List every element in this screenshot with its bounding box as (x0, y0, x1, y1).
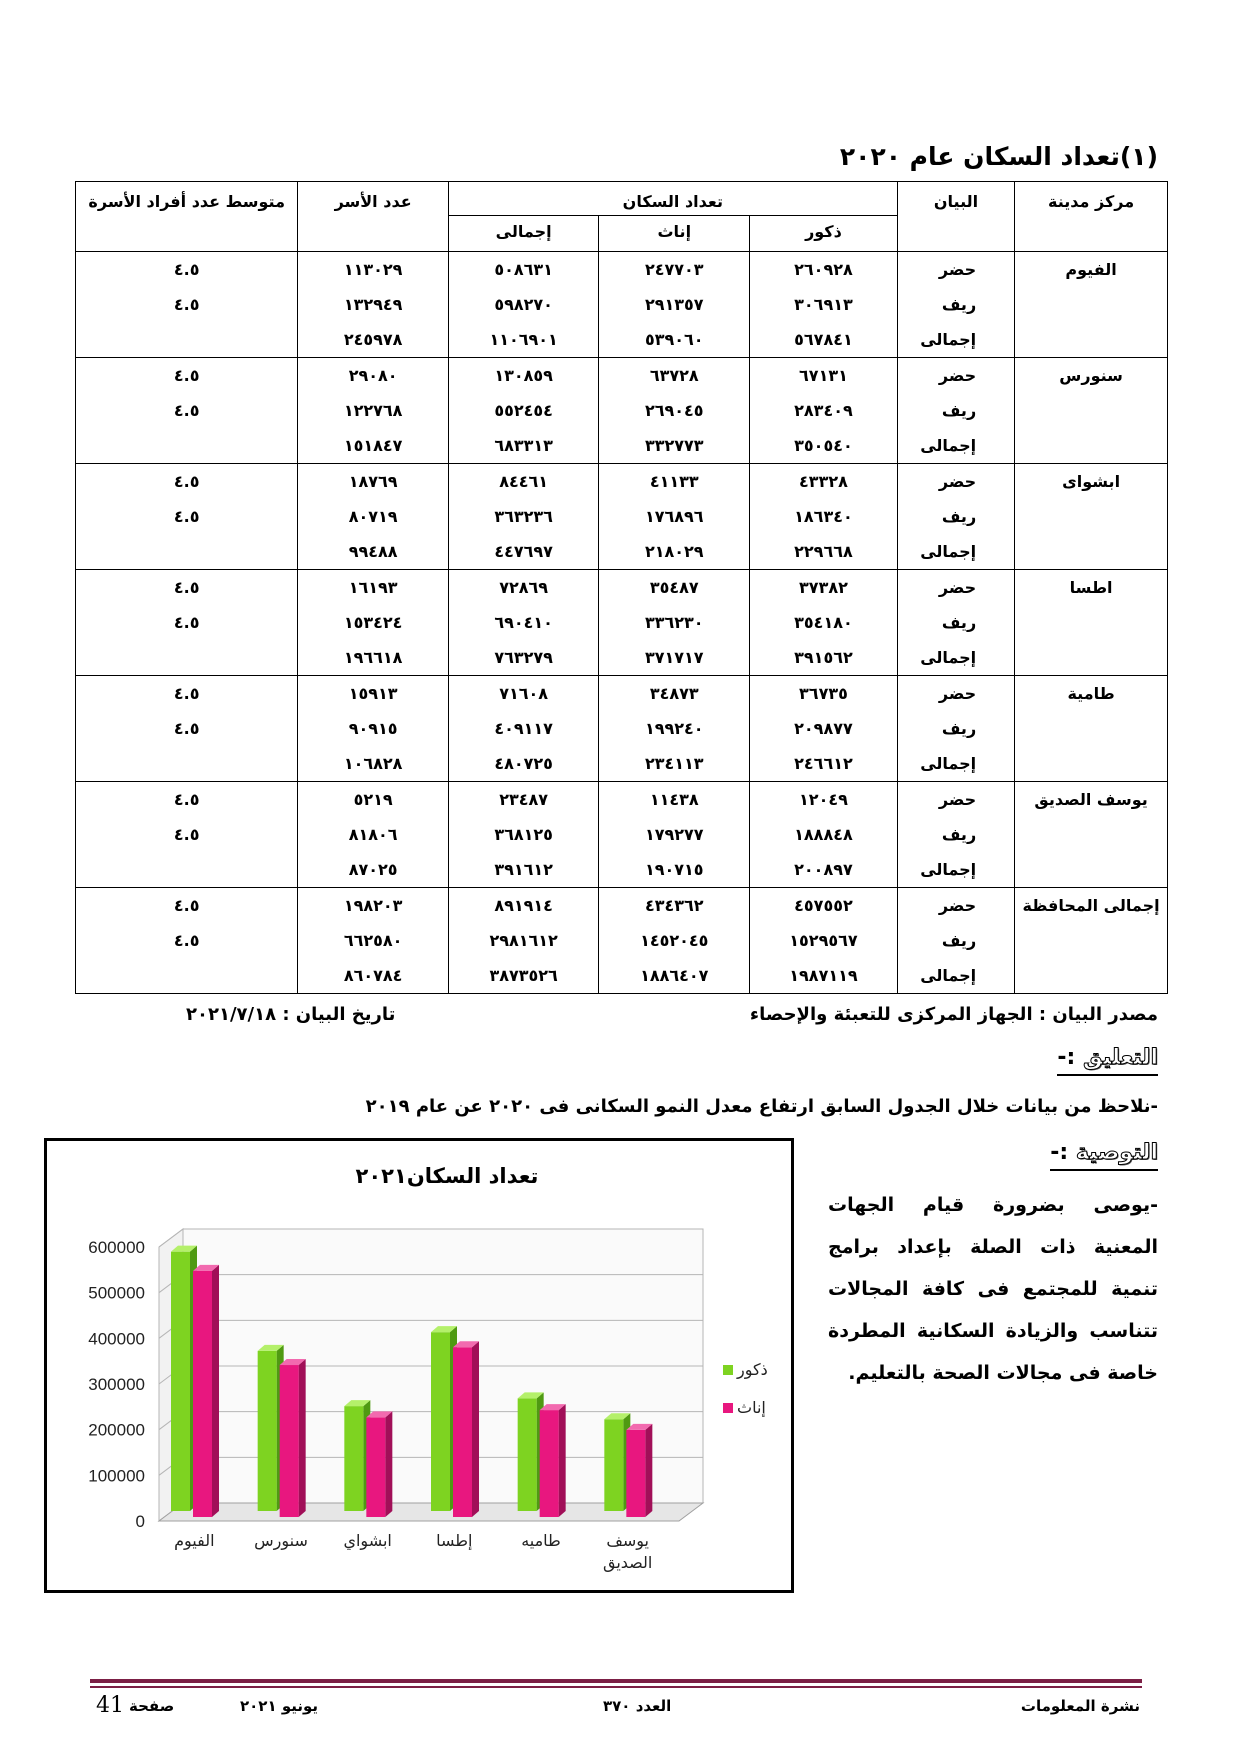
row-type: إجمالى (920, 966, 977, 985)
female-value: ٣٤٨٧٣ (649, 684, 699, 703)
female-value: ١١٤٣٨ (649, 790, 699, 809)
comment-heading (1057, 1045, 1158, 1076)
avg-value (76, 852, 297, 887)
legend-swatch (723, 1365, 733, 1375)
female-value: ١٤٥٢٠٤٥ (640, 931, 709, 950)
avg-value: ٤.٥ (173, 613, 200, 632)
row-type: ريف (941, 295, 977, 314)
female-cell (599, 358, 750, 464)
male-value: ٢٦٠٩٢٨ (794, 260, 853, 279)
avg-value (76, 534, 297, 569)
avg-value (76, 640, 297, 675)
avg-value: ٤.٥ (173, 366, 200, 385)
row-type: إجمالى (920, 860, 977, 879)
families-value: ٨٧٠٢٥ (348, 860, 398, 879)
families-value: ٢٤٥٩٧٨ (343, 330, 403, 349)
row-type: ريف (941, 401, 977, 420)
male-value: ٥٦٧٨٤١ (794, 330, 853, 349)
y-tick-label: 600000 (88, 1238, 145, 1257)
chart-svg (47, 1141, 791, 1590)
avg-cell (76, 782, 298, 888)
female-value: ٥٣٩٠٦٠ (644, 330, 704, 349)
male-value: ٣٩١٥٦٢ (794, 648, 853, 667)
row-type-cell (897, 464, 1014, 570)
families-cell (298, 358, 448, 464)
total-cell (448, 358, 599, 464)
avg-value: ٤.٥ (173, 684, 200, 703)
female-value: ١٩٠٧١٥ (644, 860, 704, 879)
city-name: ابشواى (1015, 464, 1168, 570)
male-value: ١٩٨٧١١٩ (789, 966, 858, 985)
total-value: ٧٢٨٦٩ (499, 578, 549, 597)
row-type: ريف (941, 931, 977, 950)
data-date: تاريخ البيان : ٢٠٢١/٧/١٨ (186, 1004, 396, 1025)
female-cell (599, 464, 750, 570)
city-name: اطسا (1015, 570, 1168, 676)
header-bayan: البيان (897, 182, 1014, 252)
female-value: ٣٣٦٢٣٠ (644, 613, 704, 632)
y-tick-label: 0 (135, 1512, 145, 1531)
page-title: (١)تعداد السكان عام ٢٠٢٠ (839, 142, 1158, 171)
male-cell (750, 464, 898, 570)
city-name: إجمالى المحافظة (1015, 888, 1168, 994)
bar (518, 1398, 537, 1511)
table-row (76, 464, 1168, 570)
chart-title: تعداد السكان٢٠٢١ (355, 1164, 539, 1188)
footer-publication: نشرة المعلومات (1020, 1697, 1140, 1715)
x-tick-label: يوسف الصديق (602, 1531, 653, 1572)
bar (453, 1347, 472, 1517)
female-cell (599, 782, 750, 888)
bar (193, 1271, 212, 1517)
avg-value: ٤.٥ (173, 507, 200, 526)
total-cell (448, 676, 599, 782)
footer-page-label: صفحة (129, 1697, 175, 1715)
bar (171, 1252, 190, 1511)
total-value: ٤٨٠٧٢٥ (494, 754, 553, 773)
female-value: ٢٣٤١١٣ (644, 754, 704, 773)
total-value: ٣٦٨١٢٥ (494, 825, 553, 844)
male-value: ٣٥٤١٨٠ (794, 613, 853, 632)
male-value: ٣٥٠٥٤٠ (794, 436, 853, 455)
female-cell (599, 676, 750, 782)
table-row (76, 252, 1168, 358)
avg-value: ٤.٥ (173, 472, 200, 491)
families-cell (298, 252, 448, 358)
male-value: ١٥٢٩٥٦٧ (789, 931, 858, 950)
female-value: ٢٦٩٠٤٥ (644, 401, 704, 420)
row-type: ريف (941, 613, 977, 632)
families-cell (298, 888, 448, 994)
city-name: يوسف الصديق (1015, 782, 1168, 888)
female-value: ١٧٩٢٧٧ (644, 825, 704, 844)
total-value: ٨٤٤٦١ (499, 472, 549, 491)
bar (344, 1406, 363, 1511)
row-type: إجمالى (920, 648, 977, 667)
total-value: ٥٠٨٦٣١ (494, 260, 553, 279)
x-tick-label: طاميه (521, 1531, 561, 1550)
total-value: ٤٠٩١١٧ (494, 719, 553, 738)
header-total: إجمالى (448, 216, 599, 252)
row-type: إجمالى (920, 436, 977, 455)
total-cell (448, 570, 599, 676)
families-value: ٥٢١٩ (353, 790, 393, 809)
recommendation-heading-word: التوصية (1075, 1140, 1158, 1165)
avg-value: ٤.٥ (173, 401, 200, 420)
header-families: عدد الأسر (298, 182, 448, 252)
male-cell (750, 782, 898, 888)
avg-cell (76, 676, 298, 782)
families-value: ٨١٨٠٦ (348, 825, 398, 844)
male-value: ٤٥٧٥٥٢ (794, 896, 853, 915)
city-name: الفيوم (1015, 252, 1168, 358)
comment-heading-word: التعليق (1083, 1045, 1158, 1070)
x-tick-label: ابشواي (343, 1531, 392, 1550)
row-type-cell (897, 782, 1014, 888)
avg-value (76, 746, 297, 781)
families-value: ١٢٢٧٦٨ (343, 401, 403, 420)
y-tick-label: 300000 (88, 1375, 145, 1394)
families-value: ٨٦٠٧٨٤ (343, 966, 403, 985)
bar-side (299, 1359, 306, 1517)
footer-rule (90, 1679, 1142, 1683)
bar (366, 1417, 385, 1517)
total-cell (448, 252, 599, 358)
male-value: ٦٧١٣١ (799, 366, 848, 385)
families-value: ١٠٦٨٢٨ (343, 754, 403, 773)
total-cell (448, 782, 599, 888)
families-cell (298, 464, 448, 570)
families-value: ١٣٢٩٤٩ (343, 295, 403, 314)
total-value: ٦٨٣٣١٣ (494, 436, 553, 455)
legend-swatch (723, 1403, 733, 1413)
row-type-cell (897, 358, 1014, 464)
header-male: ذكور (750, 216, 898, 252)
row-type: ريف (941, 825, 977, 844)
row-type: حضر (938, 684, 977, 703)
male-value: ١٨٨٨٤٨ (794, 825, 853, 844)
female-value: ١٨٨٦٤٠٧ (640, 966, 709, 985)
families-value: ١٥١٨٤٧ (343, 436, 403, 455)
total-cell (448, 464, 599, 570)
bar-side (559, 1404, 566, 1517)
header-population: تعداد السكان (448, 182, 897, 216)
table-row (76, 358, 1168, 464)
female-cell (599, 888, 750, 994)
header-avg: متوسط عدد أفراد الأسرة (76, 182, 298, 252)
row-type: حضر (938, 896, 977, 915)
total-value: ٣٩١٦١٢ (494, 860, 553, 879)
row-type-cell (897, 676, 1014, 782)
row-type-cell (897, 888, 1014, 994)
total-value: ٣٦٣٢٣٦ (494, 507, 553, 526)
row-type: حضر (938, 790, 977, 809)
header-markaz: مركز مدينة (1015, 182, 1168, 252)
recommendation-text: -يوصى بضرورة قيام الجهات المعنية ذات الصلة بإعداد برامج تنمية للمجتمع فى كافة المجالات تتناسب والزيادة السكانية المطردة خاصة فى مجالات الصحة بالتعليم. (828, 1194, 1158, 1384)
footer-page-number: 41 (96, 1693, 124, 1718)
y-tick-label: 500000 (88, 1283, 145, 1303)
bar (604, 1419, 623, 1511)
families-value: ١٩٦٦١٨ (343, 648, 403, 667)
row-type: ريف (941, 507, 977, 526)
bar (258, 1351, 277, 1511)
avg-value: ٤.٥ (173, 578, 200, 597)
x-tick-label: الفيوم (174, 1531, 215, 1550)
avg-value: ٤.٥ (173, 295, 200, 314)
female-value: ٤١١٣٣ (649, 472, 699, 491)
families-value: ٢٩٠٨٠ (348, 366, 398, 385)
legend-label: إناث (737, 1398, 766, 1417)
female-value: ٤٣٤٣٦٢ (644, 896, 704, 915)
female-value: ٦٣٧٢٨ (649, 366, 699, 385)
families-cell (298, 570, 448, 676)
bar-side (645, 1424, 652, 1517)
families-value: ٦٦٢٥٨٠ (343, 931, 403, 950)
avg-cell (76, 252, 298, 358)
y-tick-label: 200000 (88, 1420, 145, 1440)
avg-value: ٤.٥ (173, 719, 200, 738)
y-tick-label: 400000 (88, 1329, 145, 1349)
male-value: ١٨٦٣٤٠ (794, 507, 853, 526)
male-cell (750, 676, 898, 782)
comment-heading-suffix: :- (1057, 1045, 1083, 1070)
x-tick-label: إطسا (436, 1531, 473, 1550)
families-value: ١٦١٩٣ (348, 578, 398, 597)
avg-value (76, 322, 297, 357)
female-value: ١٧٦٨٩٦ (644, 507, 704, 526)
header-female: إناث (599, 216, 750, 252)
female-value: ١٩٩٢٤٠ (644, 719, 704, 738)
total-value: ٧١٦٠٨ (499, 684, 549, 703)
population-chart (44, 1138, 794, 1593)
avg-cell (76, 888, 298, 994)
x-tick-label: سنورس (254, 1531, 308, 1550)
total-value: ٢٣٤٨٧ (499, 790, 549, 809)
row-type: إجمالى (920, 542, 977, 561)
total-value: ٤٤٧٦٩٧ (494, 542, 553, 561)
footer-date: يونيو ٢٠٢١ (240, 1697, 319, 1715)
female-value: ٣٧١٧١٧ (644, 648, 704, 667)
footer-issue: العدد ٣٧٠ (603, 1697, 672, 1715)
city-name: طامية (1015, 676, 1168, 782)
row-type: حضر (938, 578, 977, 597)
male-value: ٢٨٣٤٠٩ (794, 401, 853, 420)
male-value: ٣٠٦٩١٣ (794, 295, 853, 314)
male-value: ٢٤٦٦١٢ (794, 754, 853, 773)
female-value: ٣٣٢٧٧٣ (644, 436, 704, 455)
female-cell (599, 252, 750, 358)
male-value: ٣٦٧٣٥ (799, 684, 848, 703)
table-row (76, 782, 1168, 888)
legend-label: ذكور (737, 1360, 768, 1379)
female-value: ٢١٨٠٢٩ (644, 542, 704, 561)
total-value: ١١٠٦٩٠١ (489, 330, 558, 349)
row-type: إجمالى (920, 754, 977, 773)
row-type: حضر (938, 472, 977, 491)
total-value: ٣٨٧٣٥٢٦ (489, 966, 558, 985)
total-value: ٥٥٢٤٥٤ (494, 401, 553, 420)
families-value: ١٨٧٦٩ (348, 472, 398, 491)
male-cell (750, 570, 898, 676)
male-value: ٢٠٠٨٩٧ (794, 860, 853, 879)
total-value: ١٣٠٨٥٩ (494, 366, 553, 385)
families-value: ١٥٩١٣ (348, 684, 398, 703)
avg-cell (76, 358, 298, 464)
male-cell (750, 252, 898, 358)
avg-value: ٤.٥ (173, 260, 200, 279)
male-cell (750, 358, 898, 464)
male-value: ٤٣٣٢٨ (799, 472, 848, 491)
row-type: ريف (941, 719, 977, 738)
bar (431, 1332, 450, 1511)
avg-value: ٤.٥ (173, 896, 200, 915)
families-value: ٩٩٤٨٨ (348, 542, 398, 561)
avg-value (76, 428, 297, 463)
table-row (76, 888, 1168, 994)
avg-cell (76, 464, 298, 570)
male-value: ٢٠٩٨٧٧ (794, 719, 853, 738)
avg-value: ٤.٥ (173, 825, 200, 844)
comment-text: -نلاحظ من بيانات خلال الجدول السابق ارتفاع معدل النمو السكانى فى ٢٠٢٠ عن عام ٢٠١٩ (365, 1096, 1158, 1117)
bar (280, 1365, 299, 1517)
table-row (76, 570, 1168, 676)
y-tick-label: 100000 (88, 1466, 145, 1486)
row-type: حضر (938, 260, 977, 279)
female-value: ٣٥٤٨٧ (649, 578, 699, 597)
row-type: إجمالى (920, 330, 977, 349)
city-name: سنورس (1015, 358, 1168, 464)
avg-cell (76, 570, 298, 676)
row-type-cell (897, 252, 1014, 358)
male-value: ١٢٠٤٩ (799, 790, 848, 809)
bar-side (212, 1265, 219, 1517)
families-cell (298, 782, 448, 888)
avg-value (76, 958, 297, 993)
total-value: ٧٦٣٢٧٩ (494, 648, 553, 667)
bar-side (472, 1341, 479, 1517)
total-value: ٢٩٨١٦١٢ (489, 931, 558, 950)
population-table (75, 181, 1168, 994)
families-value: ٩٠٩١٥ (348, 719, 398, 738)
avg-value: ٤.٥ (173, 790, 200, 809)
male-value: ٣٧٣٨٢ (799, 578, 848, 597)
footer-rule-thin (90, 1686, 1142, 1688)
total-value: ٥٩٨٢٧٠ (494, 295, 553, 314)
recommendation-heading (1050, 1140, 1158, 1171)
families-value: ٨٠٧١٩ (348, 507, 398, 526)
total-value: ٦٩٠٤١٠ (494, 613, 553, 632)
male-value: ٢٢٩٦٦٨ (794, 542, 853, 561)
avg-value: ٤.٥ (173, 931, 200, 950)
female-value: ٢٩١٣٥٧ (644, 295, 704, 314)
female-cell (599, 570, 750, 676)
row-type: حضر (938, 366, 977, 385)
recommendation-heading-suffix: :- (1050, 1140, 1076, 1165)
total-value: ٨٩١٩١٤ (494, 896, 553, 915)
male-cell (750, 888, 898, 994)
total-cell (448, 888, 599, 994)
families-cell (298, 676, 448, 782)
female-value: ٢٤٧٧٠٣ (644, 260, 704, 279)
families-value: ١٥٣٤٢٤ (343, 613, 403, 632)
data-source: مصدر البيان : الجهاز المركزى للتعبئة والإحصاء (749, 1004, 1158, 1025)
bar (540, 1410, 559, 1517)
families-value: ١١٣٠٢٩ (343, 260, 403, 279)
row-type-cell (897, 570, 1014, 676)
bar-side (385, 1411, 392, 1517)
table-row (76, 676, 1168, 782)
families-value: ١٩٨٢٠٣ (343, 896, 403, 915)
bar (626, 1430, 645, 1517)
